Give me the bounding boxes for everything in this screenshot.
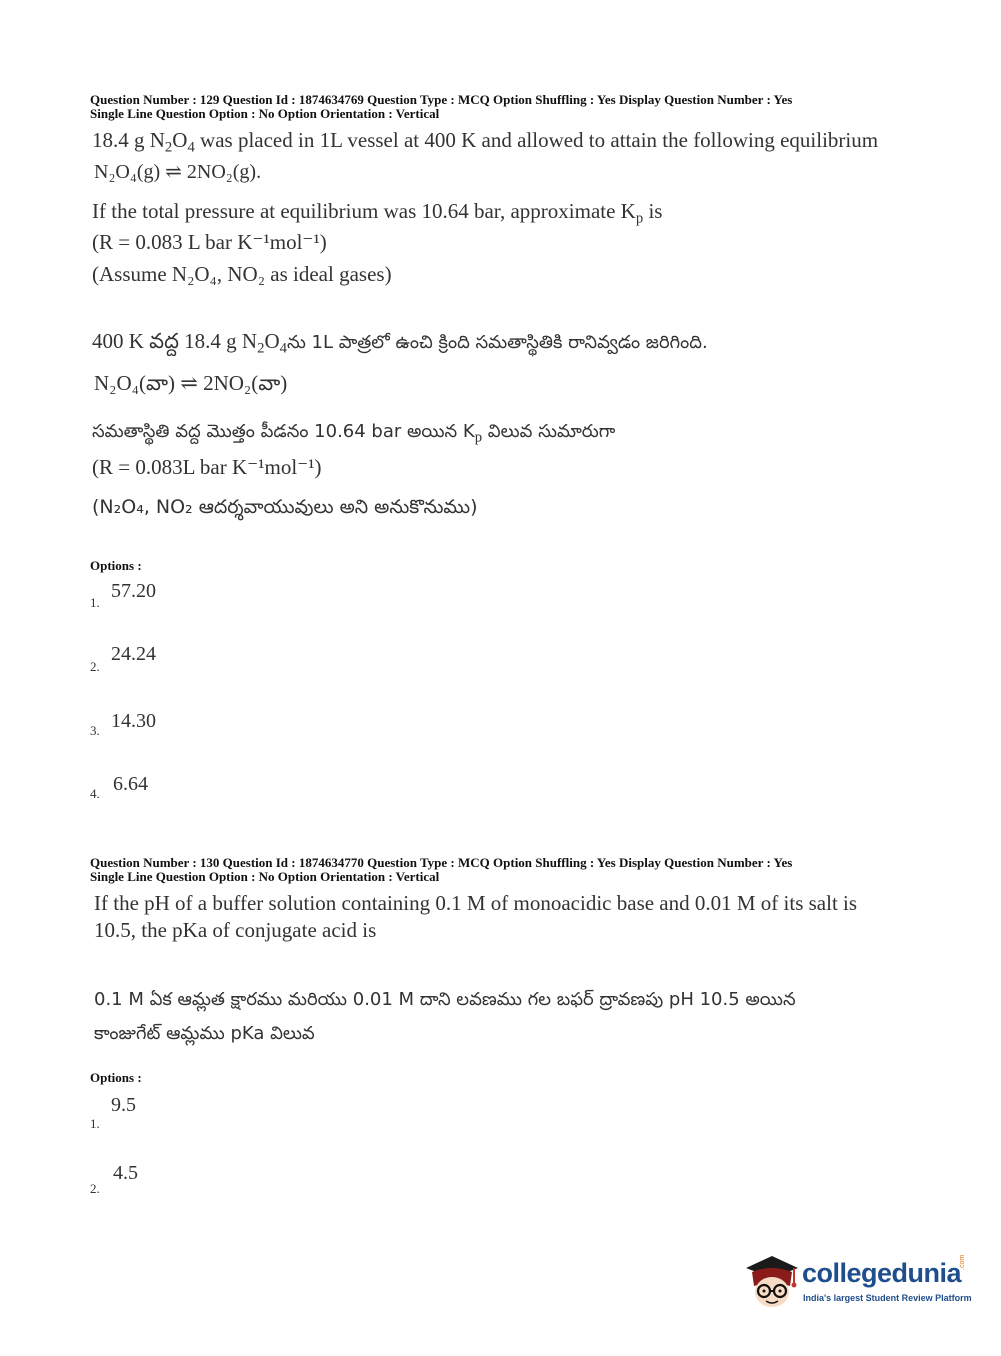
q129-telugu-line-1: 400 K వద్ద 18.4 g $N_2O_4ను$ 1L పాత్రలో ఉంచి క్రింది సమతాస్థితికి రానివ్వడం జరిగింది. <box>92 329 708 357</box>
mascot-icon <box>742 1250 802 1310</box>
q129-option-4-number: 4. <box>90 786 100 801</box>
q129-english-line-3: If the total pressure at equilibrium was 10.64 bar, approximate $K_p$ is <box>92 199 663 227</box>
q129-meta-line-2: Single Line Question Option : No Option Orientation : Vertical <box>90 106 440 121</box>
q130-meta-line-2: Single Line Question Option : No Option Orientation : Vertical <box>90 869 440 884</box>
q129-option-3-number: 3. <box>90 723 100 738</box>
q129-english-line-5: (Assume N₂O₄, NO₂ as ideal gases) <box>92 262 392 286</box>
collegedunia-logo <box>742 1250 972 1320</box>
q129-equation-telugu: N₂O₄(వా) ⇌ 2NO₂(వా) <box>94 371 288 395</box>
q129-option-3-value[interactable]: 14.30 <box>111 710 156 732</box>
q129-meta-line-1: Question Number : 129 Question Id : 1874634769 Question Type : MCQ Option Shuffling : Yes Display Question Number : Yes <box>90 92 793 107</box>
q129-english-line-4: (R = 0.083 L bar K⁻¹mol⁻¹) <box>92 230 327 254</box>
q129-option-1-value[interactable]: 57.20 <box>111 580 156 602</box>
brand-name: collegedunia <box>802 1258 962 1288</box>
brand-dotcom: .com <box>959 1254 966 1270</box>
q130-english-line-1: If the pH of a buffer solution containing 0.1 M of monoacidic base and 0.01 M of its salt is <box>94 891 858 915</box>
q130-option-2-number: 2. <box>90 1181 100 1196</box>
q129-telugu-line-3: సమతాస్థితి వద్ద మొత్తం పీడనం 10.64 bar అయిన $K_p$ విలువ సుమారుగా <box>92 421 616 446</box>
q129-telugu-line-5: (N₂O₄, NO₂ ఆదర్శవాయువులు అని అనుకొనుము) <box>92 496 478 518</box>
q129-option-1-number: 1. <box>90 595 100 610</box>
q130-telugu-line-2: కాంజుగేట్ ఆమ్లము pKa విలువ <box>94 1023 315 1044</box>
q130-option-2-value: 4.5 <box>113 1162 138 1184</box>
q129-options-label: Options : <box>90 558 142 573</box>
q129-telugu-line-4: (R = 0.083L bar K⁻¹mol⁻¹) <box>92 455 322 479</box>
q130-option-1-number: 1. <box>90 1116 100 1131</box>
q130-meta-line-1: Question Number : 130 Question Id : 1874634770 Question Type : MCQ Option Shuffling : Yes Display Question Number : Yes <box>90 855 793 870</box>
q130-telugu-line-1: 0.1 M ఏక ఆమ్లత క్షారము మరియు 0.01 M దాని లవణము గల బఫర్ ద్రావణపు pH 10.5 అయిన <box>94 989 796 1010</box>
q130-english-line-2: 10.5, the pKa of conjugate acid is <box>94 918 377 942</box>
q129-option-2-value[interactable]: 24.24 <box>111 643 156 665</box>
q129-equation-english: N₂O₄(g) ⇌ 2NO₂(g). <box>94 161 262 183</box>
q129-option-4-value[interactable]: 6.64 <box>113 773 148 795</box>
q130-option-1-value[interactable]: 9.5 <box>111 1094 136 1116</box>
q130-options-label: Options : <box>90 1070 142 1085</box>
q129-option-2-number: 2. <box>90 659 100 674</box>
q129-english-line-1: 18.4 g $N_2O_4$ was placed in 1L vessel at 400 K and allowed to attain the following equilibrium <box>92 128 879 156</box>
brand-tagline: India's largest Student Review Platform <box>803 1293 972 1303</box>
